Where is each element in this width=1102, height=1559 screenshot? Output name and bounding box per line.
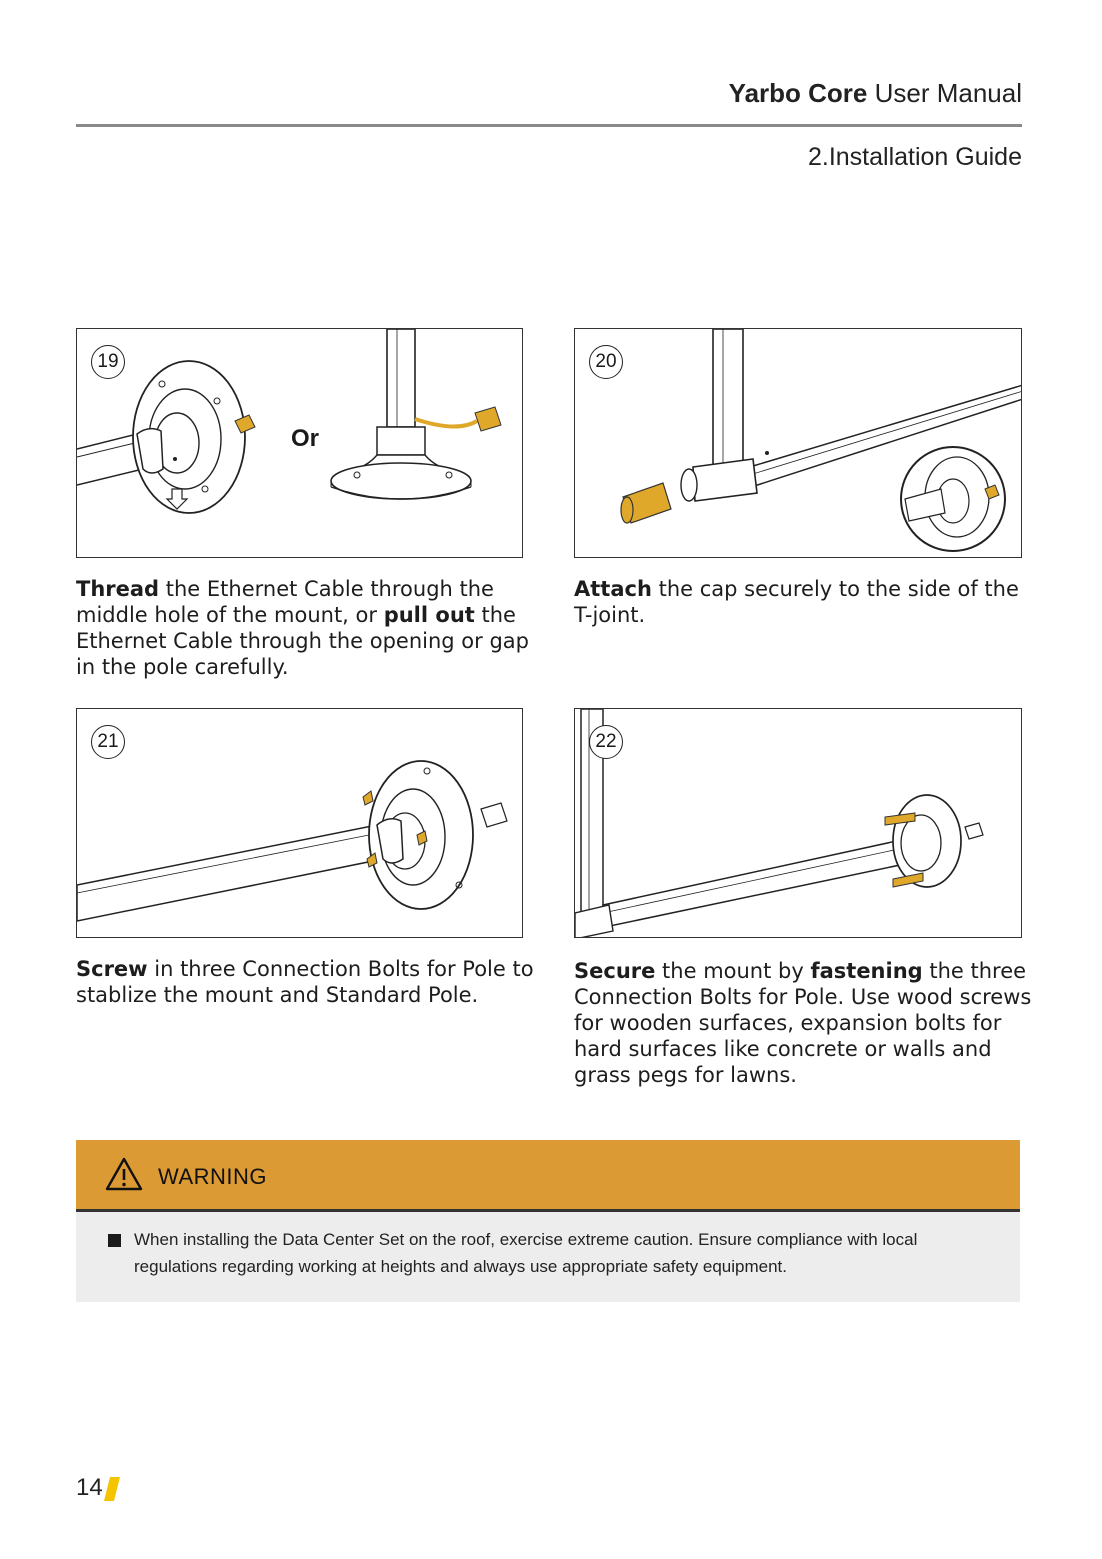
caption-text: the cap securely to the side of the T-joint. <box>574 577 1019 627</box>
caption-text: the three Connection Bolts for Pole. Use wood screws for wooden surfaces, expansion bolts for hard surfaces like concrete or walls and grass pegs for lawns. <box>574 959 1032 1087</box>
caption-emphasis: Thread <box>76 577 160 601</box>
figure-step-19 <box>76 328 523 558</box>
step-number-19: 19 <box>91 345 125 379</box>
warning-triangle-icon <box>104 1156 144 1192</box>
or-label: Or <box>291 425 320 452</box>
manual-title-rest: User Manual <box>867 78 1022 108</box>
warning-title: WARNING <box>158 1164 268 1189</box>
illustration-step-22 <box>575 709 1022 938</box>
caption-text: in three Connection Bolts for Pole to stablize the mount and Standard Pole. <box>76 957 534 1007</box>
warning-body <box>76 1212 1020 1302</box>
bullet-square-icon <box>108 1234 121 1247</box>
caption-emphasis: fastening <box>810 959 923 983</box>
caption-step-20 <box>574 576 1022 628</box>
warning-text: When installing the Data Center Set on the roof, exercise extreme caution. Ensure compliance with local regulations regarding working at heights and always use appropriate safety equipment. <box>134 1230 918 1276</box>
page-number: 14 <box>76 1474 103 1501</box>
caption-text: the Ethernet Cable through the middle hole of the mount, or <box>76 577 494 627</box>
figure-step-22 <box>574 708 1022 938</box>
illustration-step-20 <box>575 329 1022 558</box>
caption-emphasis: Screw <box>76 957 148 981</box>
header-divider <box>76 124 1022 127</box>
step-number-21: 21 <box>91 725 125 759</box>
caption-step-19 <box>76 576 538 680</box>
section-title: 2.Installation Guide <box>807 143 1022 171</box>
caption-emphasis: Attach <box>574 577 652 601</box>
warning-header <box>76 1140 1020 1210</box>
caption-emphasis: pull out <box>383 603 475 627</box>
caption-text: the mount by <box>655 959 811 983</box>
brand-name: Yarbo Core <box>728 78 868 108</box>
caption-text: the Ethernet Cable through the opening or gap in the pole carefully. <box>76 603 529 679</box>
caption-step-22 <box>574 958 1034 1088</box>
illustration-step-21 <box>77 709 523 938</box>
step-number-20: 20 <box>589 345 623 379</box>
figure-step-20 <box>574 328 1022 558</box>
figure-step-21 <box>76 708 523 938</box>
caption-emphasis: Secure <box>574 959 656 983</box>
caption-step-21 <box>76 956 546 1008</box>
step-number-22: 22 <box>589 725 623 759</box>
manual-title <box>729 78 1022 109</box>
page-accent-mark <box>104 1477 120 1501</box>
